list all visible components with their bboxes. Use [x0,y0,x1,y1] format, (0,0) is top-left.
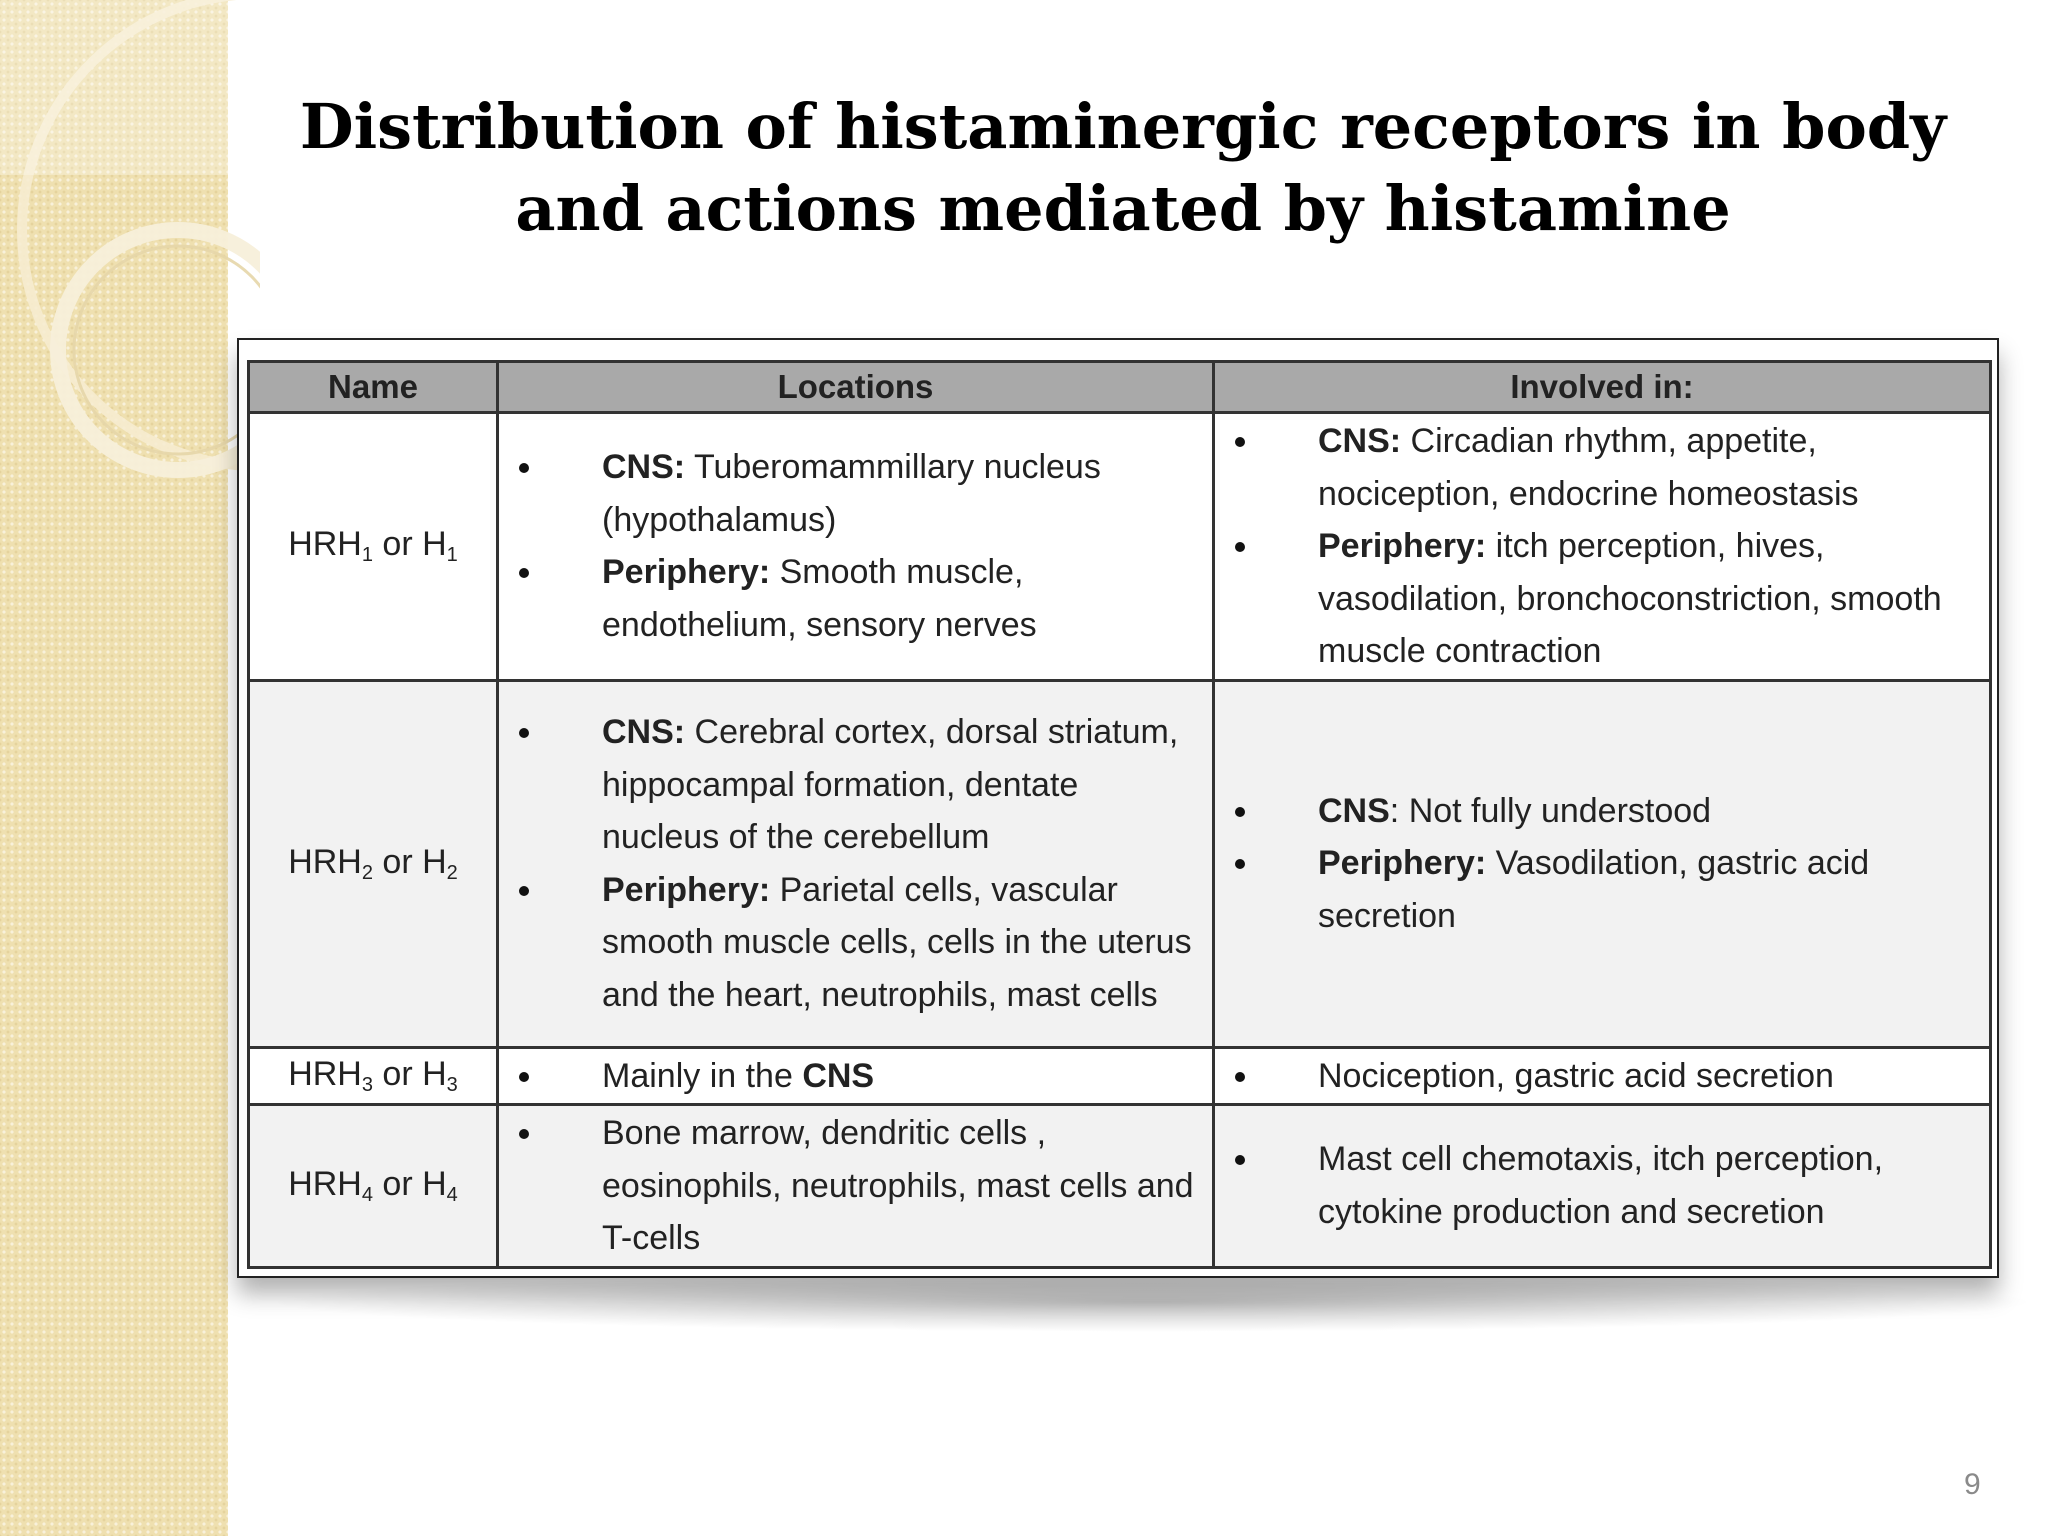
receptor-name-cell [249,1047,498,1105]
list-item [1216,415,1988,520]
header-involved: Involved in: [1214,362,1991,413]
header-locations: Locations [498,362,1214,413]
decorative-rings [0,0,260,520]
list-item [500,546,1211,651]
list-item [500,706,1211,864]
item-text: Vasodilation, gastric acid secretion [1318,844,1870,935]
receptor-name-subscript: 2 [446,861,458,884]
receptor-name-subscript: 1 [361,544,373,567]
item-text: Mainly in the [602,1056,803,1095]
list-item [1216,785,1988,838]
receptor-name-cell [249,413,498,681]
item-label: CNS: [1318,422,1402,460]
receptor-name-subscript: 4 [446,1183,458,1206]
header-name: Name [249,362,498,413]
receptor-name-prefix: HRH [288,842,362,881]
involved-cell [1214,680,1991,1047]
receptor-name-cell [249,1105,498,1268]
item-label: CNS [1318,791,1390,830]
receptor-name-subscript: 2 [361,861,373,884]
item-text: Nociception, gastric acid secretion [1318,1056,1834,1095]
table-row [249,1047,1991,1105]
receptor-name-cell [249,680,498,1047]
receptor-name-mid: or H [372,1054,447,1093]
list-item [500,864,1211,1022]
item-label: CNS [802,1056,875,1095]
receptor-name-prefix: HRH [288,525,362,564]
table-header-row [249,362,1991,413]
receptor-name-prefix: HRH [288,1054,362,1093]
receptor-name-mid: or H [372,842,447,881]
list-item [1216,1050,1988,1103]
item-text: Parietal cells, vascular smooth muscle cells, cells in the uterus and the heart, neutrophils, mast cells [602,870,1192,1014]
item-text: Tuberomammillary nucleus (hypothalamus) [602,448,1101,539]
slide-title [228,86,2018,250]
list-item [500,1050,1211,1103]
receptor-name-subscript: 3 [446,1073,458,1096]
item-text: : Not fully understood [1389,791,1712,830]
item-label: Periphery: [602,553,771,592]
item-text: Smooth muscle, endothelium, sensory nerves [602,553,1037,644]
receptor-name-subscript: 4 [361,1183,373,1206]
page-number: 9 [1964,1468,1981,1501]
slide-title-line1: Distribution of histaminergic receptors in body [299,90,1947,163]
table-row [249,413,1991,681]
locations-cell [498,680,1214,1047]
item-label: CNS: [602,448,686,487]
involved-cell [1214,1105,1991,1268]
receptor-name-mid: or H [372,1164,447,1203]
list-item [1216,520,1988,678]
list-item [1216,1133,1988,1238]
involved-cell [1214,1047,1991,1105]
involved-cell [1214,413,1991,681]
item-text: itch perception, hives, vasodilation, bronchoconstriction, smooth muscle contraction [1318,527,1942,670]
locations-cell [498,1047,1214,1105]
locations-cell [498,1105,1214,1268]
list-item [500,1107,1211,1265]
item-label: Periphery: [602,870,771,909]
receptor-name-subscript: 3 [361,1073,373,1096]
table-shadow [262,1272,2042,1332]
locations-cell [498,413,1214,681]
item-label: Periphery: [1318,844,1487,883]
item-text: Circadian rhythm, appetite, nociception, endocrine homeostasis [1318,422,1859,513]
receptor-name-mid: or H [372,525,447,564]
receptor-table [247,360,1992,1269]
list-item [1216,837,1988,942]
receptor-name-prefix: HRH [288,1164,362,1203]
slide-title-line2: and actions mediated by histamine [515,172,1731,245]
item-text: Mast cell chemotaxis, itch perception, cytokine production and secretion [1318,1140,1884,1231]
list-item [500,441,1211,546]
item-text: Bone marrow, dendritic cells , eosinophils, neutrophils, mast cells and T-cells [602,1114,1194,1257]
item-text: Cerebral cortex, dorsal striatum, hippocampal formation, dentate nucleus of the cerebellum [602,713,1179,856]
item-label: CNS: [602,713,686,751]
receptor-name-subscript: 1 [446,544,458,567]
table-image-frame [237,338,1999,1278]
item-label: Periphery: [1318,527,1487,565]
table-row [249,680,1991,1047]
table-row [249,1105,1991,1268]
